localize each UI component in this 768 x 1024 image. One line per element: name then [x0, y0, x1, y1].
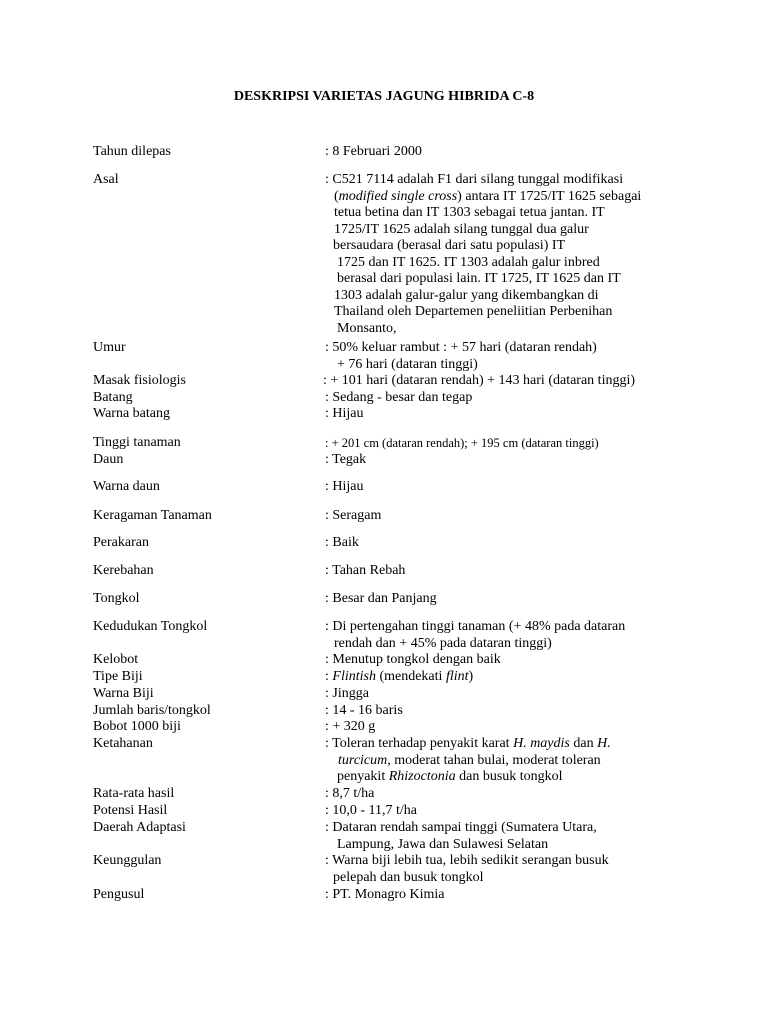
- row-value: : PT. Monagro Kimia: [325, 887, 445, 902]
- row-label: Asal: [93, 172, 119, 187]
- row-value: : + 320 g: [325, 719, 376, 734]
- row-label: Pengusul: [93, 887, 145, 902]
- row-label: Potensi Hasil: [93, 803, 168, 818]
- row-label: Warna daun: [93, 479, 160, 494]
- row-label: Tahun dilepas: [93, 144, 171, 159]
- row-label: Warna batang: [93, 406, 170, 421]
- row-value: : 8,7 t/ha: [325, 786, 375, 801]
- row-value: : + 101 hari (dataran rendah) + 143 hari (dataran tinggi): [323, 373, 636, 388]
- row-label: Tongkol: [93, 591, 140, 606]
- row-value: : Tahan Rebah: [325, 563, 406, 578]
- row-value: : Tegak: [325, 452, 367, 467]
- row-value: : Menutup tongkol dengan baik: [325, 652, 501, 667]
- row-value: : + 201 cm (dataran rendah); + 195 cm (dataran tinggi): [325, 436, 599, 450]
- row-label: Ketahanan: [93, 736, 153, 751]
- row-label: Perakaran: [93, 535, 149, 550]
- row-label: Kelobot: [93, 652, 139, 667]
- row-value: : Warna biji lebih tua, lebih sedikit serangan busuk pelepah dan busuk tongkol: [325, 853, 609, 885]
- row-label: Batang: [93, 390, 133, 405]
- row-value: : Hijau: [325, 479, 364, 494]
- row-value: : Seragam: [325, 508, 382, 523]
- row-label: Kedudukan Tongkol: [93, 619, 208, 634]
- row-label: Bobot 1000 biji: [93, 719, 181, 734]
- row-label: Warna Biji: [93, 686, 154, 701]
- row-value: : Di pertengahan tinggi tanaman (+ 48% pada dataran rendah dan + 45% pada dataran tinggi): [325, 619, 626, 651]
- row-label: Kerebahan: [93, 563, 154, 578]
- row-label: Masak fisiologis: [93, 373, 186, 388]
- row-value: : 10,0 - 11,7 t/ha: [325, 803, 418, 818]
- row-value: : Flintish (mendekati flint): [325, 669, 474, 684]
- row-value: : C521 7114 adalah F1 dari silang tunggal modifikasi (modified single cross) antara IT 1725/IT 1625 sebagai tetua betina dan IT 1303 sebagai tetua jantan. IT 1725/IT 1625 adalah silang tunggal dua galur bersaudara (berasal dari satu populasi) IT 1725 dan IT 1625. IT 1303 adalah galur inbred berasal dari populasi lain. IT 1725, IT 1625 dan IT 1303 adalah galur-galur yang dikembangkan di Thailand oleh Departemen peneliitian Perbenihan Monsanto,: [325, 172, 642, 336]
- row-label: Daun: [93, 452, 124, 467]
- row-value: : 8 Februari 2000: [325, 144, 422, 159]
- row-value: : Hijau: [325, 406, 364, 421]
- row-label: Tipe Biji: [93, 669, 143, 684]
- row-value: : Jingga: [325, 686, 369, 701]
- row-value: : Baik: [325, 535, 359, 550]
- page-title: DESKRIPSI VARIETAS JAGUNG HIBRIDA C-8: [233, 89, 535, 104]
- row-label: Umur: [93, 340, 126, 355]
- row-value: : Dataran rendah sampai tinggi (Sumatera Utara, Lampung, Jawa dan Sulawesi Selatan: [325, 820, 597, 852]
- row-label: Rata-rata hasil: [93, 786, 175, 801]
- row-label: Jumlah baris/tongkol: [93, 703, 211, 718]
- row-label: Tinggi tanaman: [93, 435, 181, 450]
- row-value: : 14 - 16 baris: [325, 703, 403, 718]
- row-value: : Sedang - besar dan tegap: [325, 390, 473, 405]
- row-label: Keragaman Tanaman: [93, 508, 212, 523]
- row-label: Keunggulan: [93, 853, 162, 868]
- row-value: : Toleran terhadap penyakit karat H. maydis dan H. turcicum, moderat tahan bulai, moderat toleran penyakit Rhizoctonia dan busuk tongkol: [325, 736, 611, 784]
- row-value: : 50% keluar rambut : + 57 hari (dataran rendah) + 76 hari (dataran tinggi): [325, 340, 597, 372]
- row-label: Daerah Adaptasi: [93, 820, 186, 835]
- row-value: : Besar dan Panjang: [325, 591, 437, 606]
